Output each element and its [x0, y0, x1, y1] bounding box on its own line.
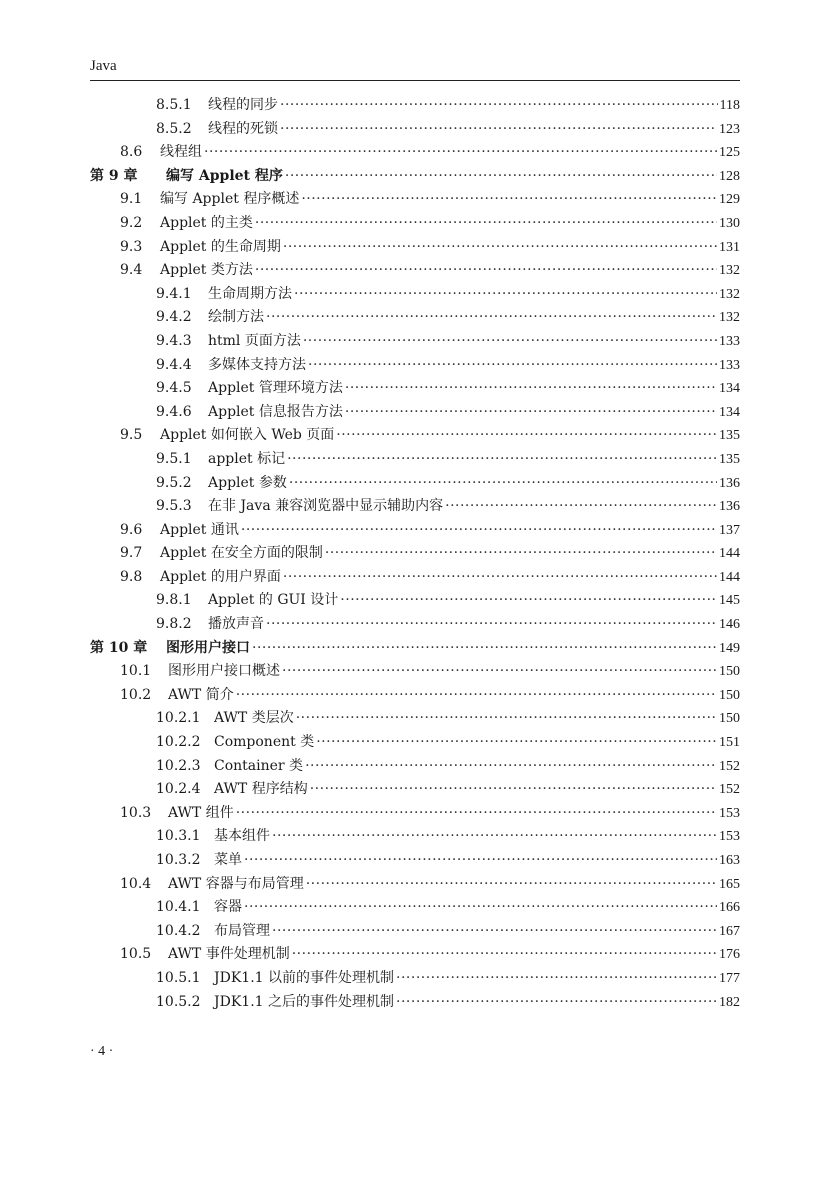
- dot-leader: [283, 566, 717, 590]
- toc-entry-page: 137: [719, 522, 740, 538]
- toc-entry-title: 在非 Java 兼容浏览器中显示辅助内容: [208, 498, 444, 515]
- toc-entry-number: 8.5.2: [156, 120, 192, 137]
- toc-entry-number: 10.2.3: [156, 757, 201, 774]
- toc-entry-title: 容器: [214, 899, 242, 916]
- toc-entry-title: 绘制方法: [208, 309, 264, 326]
- toc-entry-number: 9.3: [120, 238, 143, 255]
- toc-entry-number: 9.6: [120, 521, 143, 538]
- toc-entry-page: 182: [719, 994, 740, 1010]
- toc-entry-page: 153: [719, 829, 740, 845]
- toc-entry-page: 151: [719, 735, 740, 751]
- toc-entry-section: [90, 873, 740, 897]
- toc-entry-subsection: [90, 283, 740, 307]
- toc-entry-subsection: [90, 377, 740, 401]
- toc-entry-section: [90, 259, 740, 283]
- dot-leader: [266, 613, 717, 637]
- dot-leader: [308, 354, 717, 378]
- toc-entry-page: 152: [719, 758, 740, 774]
- toc-entry-number: 10.3: [120, 804, 152, 821]
- toc-entry-title: Applet 管理环境方法: [208, 380, 343, 397]
- toc-entry-number: 9.4.1: [156, 285, 192, 302]
- toc-entry-section: [90, 542, 740, 566]
- toc-entry-number: 9.5: [120, 427, 143, 444]
- toc-entry-title: AWT 组件: [168, 804, 234, 821]
- toc-entry-section: [90, 188, 740, 212]
- toc-entry-subsection: [90, 401, 740, 425]
- toc-entry-title: 布局管理: [214, 922, 270, 939]
- toc-entry-section: [90, 566, 740, 590]
- dot-leader: [272, 920, 717, 944]
- toc-entry-subsection: [90, 118, 740, 142]
- page-number: · 4 ·: [90, 1044, 114, 1059]
- toc-entry-page: 129: [719, 192, 740, 208]
- toc-entry-title: 线程组: [160, 144, 202, 161]
- dot-leader: [280, 94, 718, 118]
- toc-entry-page: 134: [719, 381, 740, 397]
- toc-entry-page: 177: [719, 970, 740, 986]
- toc-entry-number: 10.2: [120, 686, 152, 703]
- toc-entry-title: AWT 简介: [168, 686, 234, 703]
- dot-leader: [325, 542, 717, 566]
- toc-entry-number: 第 10 章: [90, 639, 148, 656]
- toc-entry-title: Applet 类方法: [160, 262, 253, 279]
- dot-leader: [292, 943, 717, 967]
- dot-leader: [282, 660, 717, 684]
- toc-entry-number: 10.3.2: [156, 852, 201, 868]
- dot-leader: [255, 212, 717, 236]
- dot-leader: [287, 448, 717, 472]
- toc-entry-number: 10.4.1: [156, 899, 201, 916]
- toc-entry-page: 123: [719, 121, 740, 137]
- toc-entry-title: Applet 参数: [208, 474, 287, 491]
- toc-entry-page: 135: [719, 428, 740, 444]
- toc-entry-page: 128: [719, 168, 740, 184]
- toc-entry-title: 线程的死锁: [208, 120, 278, 137]
- toc-entry-page: 132: [719, 263, 740, 279]
- toc-entry-title: 图形用户接口概述: [168, 663, 280, 680]
- dot-leader: [244, 849, 717, 873]
- toc-entry-title: AWT 事件处理机制: [168, 946, 290, 963]
- toc-entry-page: 136: [719, 475, 740, 491]
- toc-entry-page: 133: [719, 357, 740, 373]
- toc-entry-page: 144: [719, 569, 740, 585]
- toc-entry-number: 9.4.4: [156, 356, 192, 373]
- toc-entry-section: [90, 141, 740, 165]
- toc-entry-number: 9.5.3: [156, 498, 192, 515]
- toc-entry-number: 9.4.2: [156, 309, 192, 326]
- dot-leader: [236, 684, 717, 708]
- dot-leader: [303, 330, 717, 354]
- header-title: Java: [90, 58, 117, 74]
- toc-entry-number: 8.5.1: [156, 97, 192, 113]
- toc-entry-page: 118: [719, 98, 740, 113]
- toc-entry-title: Applet 通讯: [160, 521, 239, 538]
- toc-entry-number: 9.4.6: [156, 403, 192, 420]
- toc-entry-title: Applet 的 GUI 设计: [208, 592, 339, 609]
- toc-entry-page: 149: [719, 640, 740, 656]
- dot-leader: [305, 755, 717, 779]
- dot-leader: [310, 778, 717, 802]
- toc-entry-page: 167: [719, 923, 740, 939]
- toc-entry-number: 10.5.1: [156, 969, 201, 986]
- toc-entry-number: 9.5.1: [156, 450, 192, 467]
- table-of-contents: [90, 94, 740, 1014]
- toc-entry-title: Component 类: [214, 734, 315, 751]
- toc-entry-subsection: [90, 920, 740, 944]
- toc-entry-page: 125: [719, 145, 740, 161]
- dot-leader: [204, 141, 717, 165]
- dot-leader: [280, 118, 717, 142]
- toc-entry-title: 编写 Applet 程序: [166, 167, 283, 184]
- toc-entry-title: html 页面方法: [208, 332, 301, 349]
- toc-entry-page: 152: [719, 782, 740, 798]
- toc-entry-title: applet 标记: [208, 450, 286, 467]
- toc-entry-number: 9.4: [120, 262, 143, 279]
- toc-entry-number: 9.4.3: [156, 332, 192, 349]
- toc-entry-page: 132: [719, 286, 740, 302]
- dot-leader: [289, 472, 717, 496]
- toc-entry-number: 9.5.2: [156, 474, 192, 491]
- toc-entry-page: 144: [719, 546, 740, 562]
- toc-entry-page: 165: [719, 876, 740, 892]
- toc-entry-number: 10.2.2: [156, 734, 201, 751]
- toc-entry-title: 基本组件: [214, 828, 270, 845]
- toc-entry-number: 10.3.1: [156, 828, 201, 845]
- toc-entry-number: 10.1: [120, 663, 152, 680]
- toc-entry-title: Applet 的生命周期: [160, 238, 281, 255]
- toc-entry-title: JDK1.1 之后的事件处理机制: [214, 993, 395, 1010]
- toc-entry-subsection: [90, 849, 740, 873]
- toc-entry-number: 10.2.4: [156, 781, 201, 798]
- toc-entry-title: 图形用户接口: [166, 639, 250, 656]
- toc-entry-section: [90, 802, 740, 826]
- toc-entry-page: 163: [719, 853, 740, 868]
- toc-entry-page: 134: [719, 404, 740, 420]
- toc-entry-number: 10.5: [120, 946, 152, 963]
- toc-entry-subsection: [90, 589, 740, 613]
- toc-entry-subsection: [90, 354, 740, 378]
- toc-entry-subsection: [90, 613, 740, 637]
- dot-leader: [306, 873, 717, 897]
- dot-leader: [255, 259, 717, 283]
- toc-entry-page: 150: [719, 711, 740, 727]
- dot-leader: [296, 707, 717, 731]
- dot-leader: [252, 637, 717, 661]
- toc-entry-title: Applet 的用户界面: [160, 568, 281, 585]
- toc-entry-subsection: [90, 330, 740, 354]
- toc-entry-number: 10.2.1: [156, 710, 201, 727]
- toc-entry-page: 166: [719, 900, 740, 916]
- toc-entry-number: 9.8.2: [156, 616, 192, 633]
- toc-entry-title: AWT 容器与布局管理: [168, 875, 304, 892]
- toc-entry-page: 131: [719, 239, 740, 255]
- toc-entry-section: [90, 684, 740, 708]
- toc-entry-subsection: [90, 495, 740, 519]
- toc-entry-subsection: [90, 825, 740, 849]
- dot-leader: [285, 165, 717, 189]
- dot-leader: [301, 188, 717, 212]
- toc-entry-section: [90, 424, 740, 448]
- toc-entry-title: AWT 类层次: [214, 710, 294, 727]
- toc-entry-number: 10.4: [120, 875, 152, 892]
- toc-entry-page: 130: [719, 215, 740, 231]
- toc-entry-chapter: [90, 165, 740, 189]
- running-header: [90, 56, 740, 81]
- dot-leader: [396, 967, 717, 991]
- toc-entry-number: 9.2: [120, 214, 143, 231]
- dot-leader: [336, 424, 717, 448]
- toc-entry-number: 9.8.1: [156, 592, 192, 609]
- toc-entry-page: 132: [719, 310, 740, 326]
- toc-entry-title: Container 类: [214, 757, 304, 774]
- toc-entry-subsection: [90, 448, 740, 472]
- toc-entry-page: 153: [719, 805, 740, 821]
- toc-entry-page: 150: [719, 687, 740, 703]
- toc-entry-page: 136: [719, 499, 740, 515]
- toc-entry-section: [90, 212, 740, 236]
- toc-entry-subsection: [90, 778, 740, 802]
- toc-entry-page: 146: [719, 617, 740, 633]
- toc-entry-title: JDK1.1 以前的事件处理机制: [214, 969, 395, 986]
- toc-entry-subsection: [90, 896, 740, 920]
- dot-leader: [266, 306, 717, 330]
- toc-entry-title: Applet 在安全方面的限制: [160, 545, 323, 562]
- toc-entry-section: [90, 519, 740, 543]
- toc-entry-title: 菜单: [214, 852, 242, 868]
- toc-entry-page: 133: [719, 333, 740, 349]
- dot-leader: [396, 991, 717, 1015]
- toc-entry-subsection: [90, 94, 740, 118]
- toc-entry-title: Applet 的主类: [160, 214, 253, 231]
- toc-entry-number: 第 9 章: [90, 167, 138, 184]
- dot-leader: [445, 495, 717, 519]
- toc-entry-subsection: [90, 472, 740, 496]
- toc-entry-page: 150: [719, 664, 740, 680]
- dot-leader: [244, 896, 717, 920]
- dot-leader: [272, 825, 717, 849]
- toc-entry-section: [90, 236, 740, 260]
- toc-entry-subsection: [90, 755, 740, 779]
- toc-entry-page: 135: [719, 451, 740, 467]
- dot-leader: [316, 731, 717, 755]
- toc-entry-section: [90, 660, 740, 684]
- toc-entry-subsection: [90, 731, 740, 755]
- toc-entry-number: 9.4.5: [156, 380, 192, 397]
- dot-leader: [236, 802, 717, 826]
- toc-entry-chapter: [90, 637, 740, 661]
- toc-entry-page: 176: [719, 947, 740, 963]
- dot-leader: [345, 377, 717, 401]
- toc-entry-title: 生命周期方法: [208, 285, 292, 302]
- toc-entry-number: 9.7: [120, 545, 143, 562]
- toc-entry-title: 线程的同步: [208, 97, 278, 113]
- toc-entry-number: 8.6: [120, 144, 143, 161]
- dot-leader: [340, 589, 717, 613]
- toc-entry-title: 编写 Applet 程序概述: [160, 191, 300, 208]
- toc-entry-subsection: [90, 991, 740, 1015]
- toc-entry-title: 播放声音: [208, 616, 264, 633]
- toc-entry-number: 9.1: [120, 191, 143, 208]
- toc-entry-title: Applet 如何嵌入 Web 页面: [160, 427, 335, 444]
- toc-entry-number: 9.8: [120, 568, 143, 585]
- toc-entry-number: 10.4.2: [156, 922, 201, 939]
- dot-leader: [241, 519, 717, 543]
- toc-entry-subsection: [90, 967, 740, 991]
- toc-entry-subsection: [90, 306, 740, 330]
- toc-entry-section: [90, 943, 740, 967]
- toc-entry-number: 10.5.2: [156, 993, 201, 1010]
- dot-leader: [345, 401, 717, 425]
- toc-entry-title: Applet 信息报告方法: [208, 403, 343, 420]
- toc-entry-title: 多媒体支持方法: [208, 356, 306, 373]
- toc-entry-title: AWT 程序结构: [214, 781, 308, 798]
- toc-entry-page: 145: [719, 593, 740, 609]
- dot-leader: [294, 283, 717, 307]
- dot-leader: [283, 236, 717, 260]
- toc-entry-subsection: [90, 707, 740, 731]
